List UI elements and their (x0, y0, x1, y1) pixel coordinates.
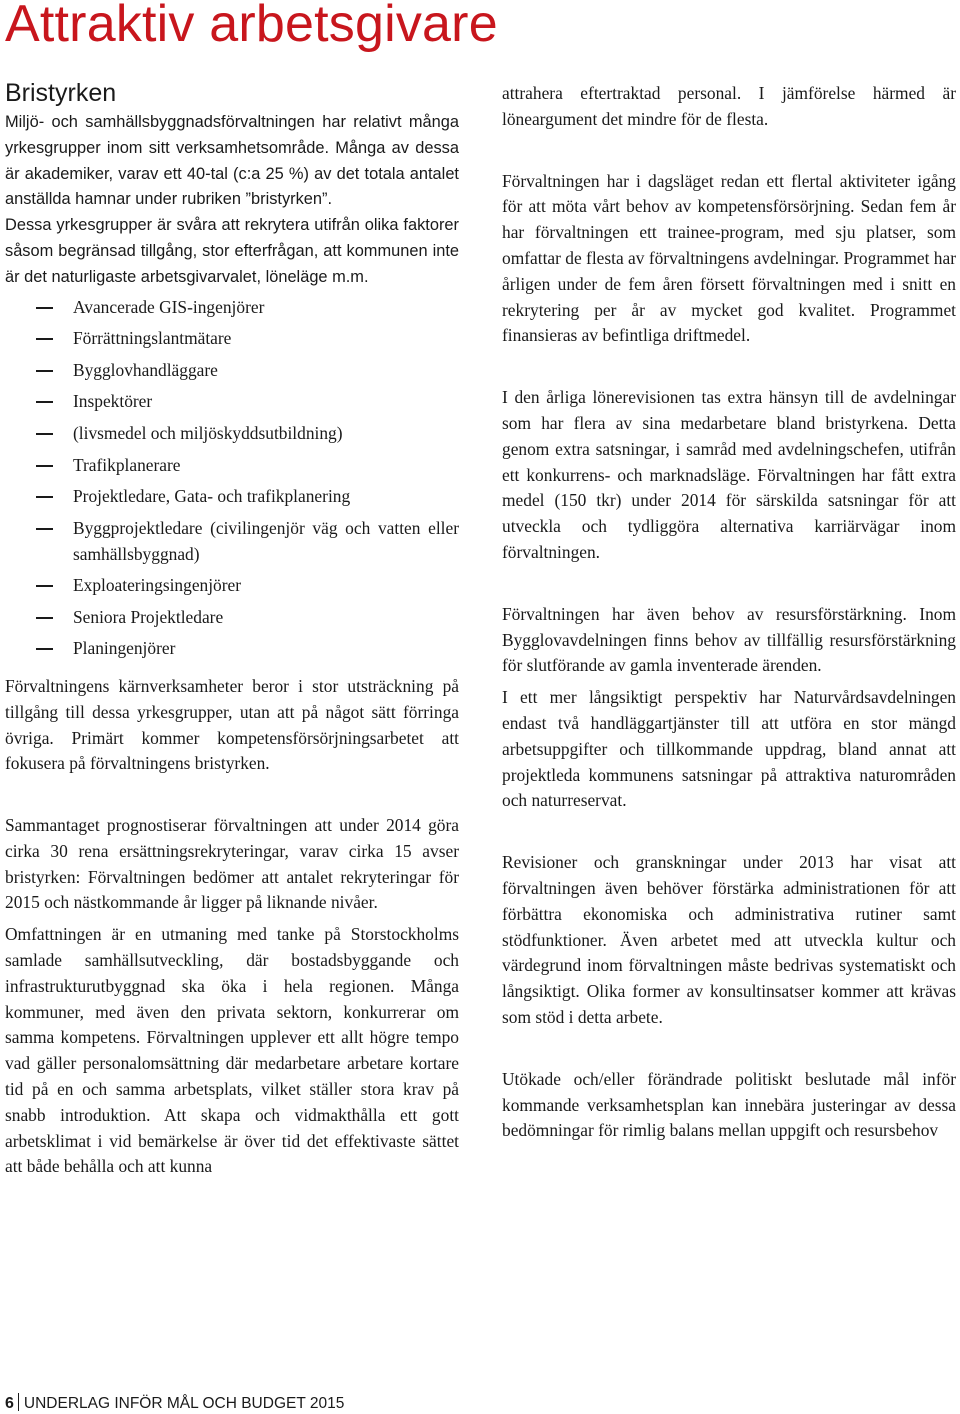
scope-paragraph: Omfattningen är en utmaning med tanke på Storstockholms samlade samhällsutveckling, där bostadsbyggande och infrastrukturutbyggnad ska öka i hela regionen. Många kommuner, med även den privata sektorn, konkurrerar om samma kompetens. Förvaltningen upplever ett allt högre tempo vad gäller personalomsättning där medarbetare arbetare kortare tid på en och samma arbetsplats, vilket ställer stora krav på snabb introduktion. Att skapa och vidmakthålla ett gott arbetsklimat i vid bemärkelse är över tid det effektivaste sättet att både behålla och att kunna (5, 924, 459, 1177)
salary-paragraph: I den årliga lönerevisionen tas extra hänsyn till de avdelningar som har flera av sina medarbetare bland bristyrkena. Detta genom extra satsningar, i samråd med avdelningschefen, utifrån ett konkurrens- och marknadsläge. Förvaltningen har fått extra medel (150 tkr) under 2014 för särskilda satsningar för att utveckla och tydliggöra alternativa karriärvägar inom förvaltningen. (502, 387, 956, 562)
trainee-paragraph: Förvaltningen har i dagsläget redan ett flertal aktiviteter igång för att möta vårt behov av kompetensförsörjning. Sedan fem år har förvaltningen ett trainee-program, med sju platser, som omfattar de flesta av förvaltningens avdelningar. Programmet har årligen under de fem åren försett förvaltningen med i snitt en rekrytering per år av mycket god kvalitet. Programmet finansieras av befintliga driftmedel. (502, 170, 956, 346)
list-item: Bygglovhandläggare (5, 358, 459, 384)
right-column (502, 81, 956, 1144)
left-column (5, 78, 459, 1180)
intro-paragraph: Miljö- och samhällsbyggnadsförvaltningen har relativt många yrkesgrupper inom sitt verksamhetsområde. Många av dessa är akademiker, varav ett 40-tal (c:a 25 %) av det totala antalet anställda hamnar under rubriken ”bristyrken”. (5, 113, 459, 209)
audit-paragraph: Revisioner och granskningar under 2013 har visat att förvaltningen även behöver förstärka administrationen för att förbättra ekonomiska och administrativa rutiner samt stödfunktioner. Även arbetet med att utveckla kultur och värdegrund inom förvaltningen måste bedrivas systematiskt och långsiktigt. Olika former av konsultinsatser kommer att krävas som stöd i detta arbete. (502, 852, 956, 1027)
footer-label: UNDERLAG INFÖR MÅL OCH BUDGET 2015 (23, 1395, 345, 1412)
intro-paragraph-2: Dessa yrkesgrupper är svåra att rekrytera utifrån olika faktorer såsom begränsad tillgång, stor efterfrågan, att kommunen inte är det naturligaste arbetsgivarvalet, löneläge m.m. (5, 216, 459, 286)
dash-bullet-icon (36, 338, 53, 340)
bristyrken-list (5, 295, 459, 663)
nature-paragraph: I ett mer långsiktigt perspektiv har Naturvårdsavdelningen endast två handläggartjänster till att utföra en stor mängd arbetsuppgifter och tillkommande uppdrag, bland annat att projektleda kommunens satsningar på attraktiva naturområden och naturreservat. (502, 687, 956, 811)
list-item: Trafikplanerare (5, 453, 459, 479)
list-item: (livsmedel och miljöskyddsutbildning) (5, 421, 459, 447)
dash-bullet-icon (36, 648, 53, 650)
summary-paragraph: Sammantaget prognostiserar förvaltningen att under 2014 göra cirka 30 rena ersättningsrekryteringar, varav cirka 15 avser bristyrken: Förvaltningen bedömer att antalet rekryteringar för 2015 och nästkommande år ligger på liknande nivåer. (5, 815, 459, 913)
resources-paragraph: Förvaltningen har även behov av resursförstärkning. Inom Bygglovavdelningen finns behov av tillfällig resursförstärkning för slutförande av gamla inventerade ärenden. (502, 603, 956, 676)
dash-bullet-icon (36, 370, 53, 372)
goals-paragraph: Utökade och/eller förändrade politiskt beslutade mål inför kommande verksamhetsplan kan innebära justeringar av dessa bedömningar för rimlig balans mellan uppgift och resursbehov (502, 1068, 956, 1141)
list-item: Exploateringsingenjörer (5, 573, 459, 599)
dash-bullet-icon (36, 617, 53, 619)
list-item: Projektledare, Gata- och trafikplanering (5, 484, 459, 510)
dash-bullet-icon (36, 401, 53, 403)
list-item: Förrättningslantmätare (5, 326, 459, 352)
list-item: Avancerade GIS-ingenjörer (5, 295, 459, 321)
dash-bullet-icon (36, 307, 53, 309)
continued-paragraph: attrahera eftertraktad personal. I jämförelse härmed är löneargument det mindre för de flesta. (502, 83, 956, 129)
dash-bullet-icon (36, 433, 53, 435)
footer-divider (18, 1393, 19, 1411)
list-item: Planingenjörer (5, 636, 459, 662)
page-number: 6 (5, 1395, 14, 1412)
list-item: Byggprojektledare (civilingenjör väg och vatten eller samhällsbyggnad) (5, 516, 459, 568)
page-footer (5, 1393, 344, 1413)
list-item: Inspektörer (5, 389, 459, 415)
list-item: Seniora Projektledare (5, 605, 459, 631)
core-paragraph: Förvaltningens kärnverksamheter beror i stor utsträckning på tillgång till dessa yrkesgrupper, utan att på något sätt förringa övriga. Primärt kommer kompetensförsörjningsarbetet att fokusera på förvaltningens bristyrken. (5, 675, 459, 774)
dash-bullet-icon (36, 528, 53, 530)
dash-bullet-icon (36, 585, 53, 587)
dash-bullet-icon (36, 465, 53, 467)
dash-bullet-icon (36, 496, 53, 498)
section-heading: Bristyrken (5, 79, 117, 107)
page-title: Attraktiv arbetsgivare (5, 0, 498, 53)
